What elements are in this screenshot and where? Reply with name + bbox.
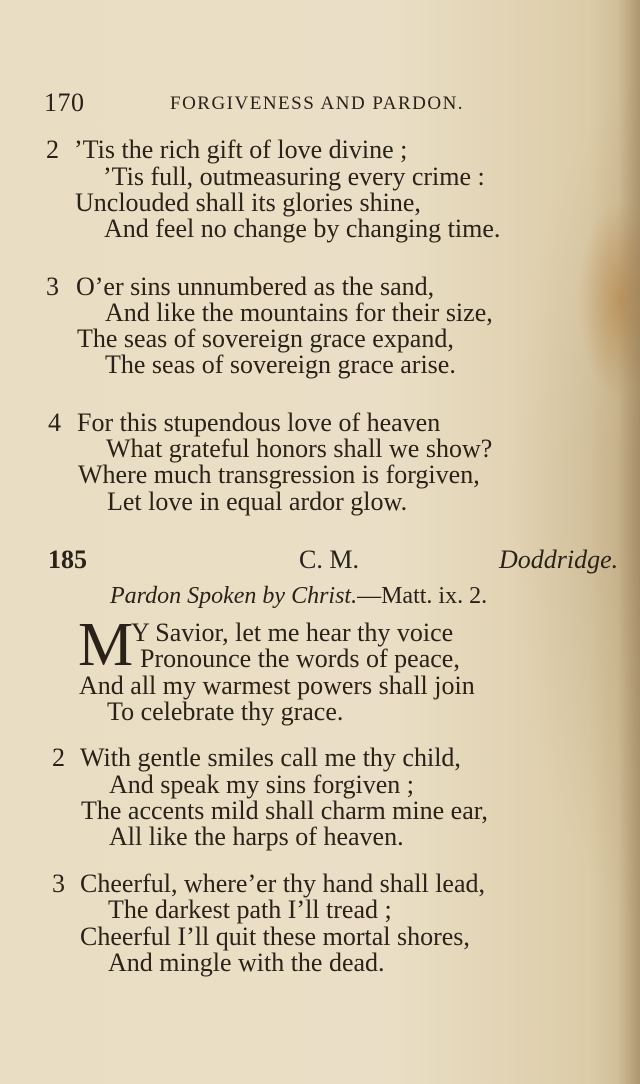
- verse-line: Unclouded shall its glories shine,: [75, 188, 421, 217]
- stanza-number: 3: [52, 869, 65, 898]
- hymn-meter: C. M.: [299, 545, 359, 574]
- page-number: 170: [44, 88, 85, 117]
- verse-line: With gentle smiles call me thy child,: [80, 743, 461, 772]
- verse-line: Where much transgression is forgiven,: [78, 460, 480, 489]
- verse-line: Pronounce the words of peace,: [140, 644, 460, 673]
- verse-line: The seas of sovereign grace arise.: [105, 350, 456, 379]
- running-title: FORGIVENESS AND PARDON.: [170, 93, 465, 114]
- drop-cap: M: [78, 611, 134, 679]
- verse-line: Y Savior, let me hear thy voice: [131, 618, 454, 647]
- verse-line: And all my warmest powers shall join: [79, 671, 475, 700]
- verse-line: For this stupendous love of heaven: [77, 408, 441, 437]
- hymn-author: Doddridge.: [499, 545, 619, 574]
- verse-line: And like the mountains for their size,: [105, 298, 493, 327]
- verse-line: The seas of sovereign grace expand,: [77, 324, 454, 353]
- verse-line: The darkest path I’ll tread ;: [108, 895, 392, 924]
- subtitle-title: Pardon Spoken by Christ.: [110, 583, 358, 609]
- verse-line: ’Tis the rich gift of love divine ;: [74, 135, 408, 164]
- verse-line: All like the harps of heaven.: [109, 822, 404, 851]
- verse-line: Cheerful, where’er thy hand shall lead,: [80, 869, 486, 898]
- verse-line: And feel no change by changing time.: [104, 214, 501, 243]
- stanza-number: 4: [48, 408, 61, 437]
- verse-line: To celebrate thy grace.: [107, 697, 344, 726]
- verse-line: Let love in equal ardor glow.: [107, 487, 408, 516]
- verse-line: ’Tis full, outmeasuring every crime :: [103, 162, 485, 191]
- page-header: [44, 88, 604, 118]
- verse-line: What grateful honors shall we show?: [106, 434, 493, 463]
- stanza-number: 3: [46, 272, 59, 301]
- verse-line: The accents mild shall charm mine ear,: [81, 796, 488, 825]
- stanza-number: 2: [52, 743, 65, 772]
- verse-line: And speak my sins forgiven ;: [109, 770, 414, 799]
- page-edge-shadow: [618, 0, 640, 1084]
- verse-line: Cheerful I’ll quit these mortal shores,: [80, 922, 470, 951]
- verse-line: O’er sins unnumbered as the sand,: [76, 272, 435, 301]
- hymn-subtitle: [110, 583, 487, 610]
- verse-line: And mingle with the dead.: [108, 948, 385, 977]
- stanza-number: 2: [46, 135, 59, 164]
- hymn-number: 185: [48, 545, 87, 574]
- scripture-reference: —Matt. ix. 2.: [357, 583, 488, 609]
